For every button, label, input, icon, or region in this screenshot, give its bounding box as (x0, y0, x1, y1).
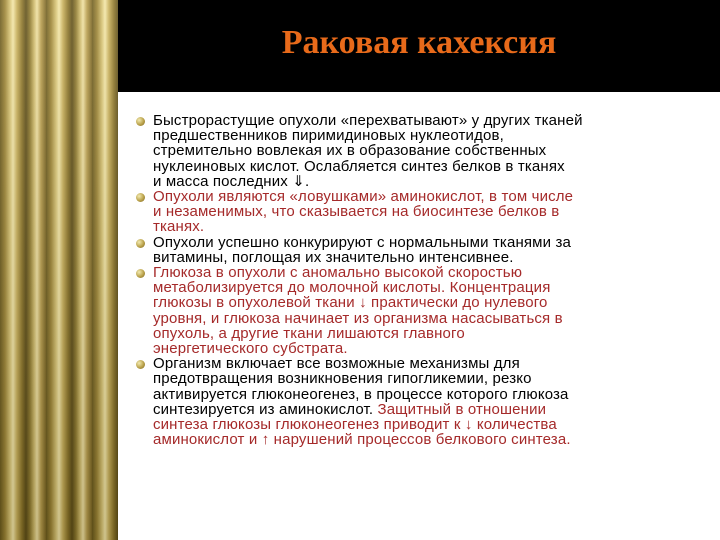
bullet-text-line: Быстрорастущие опухоли «перехватывают» у других тканей (153, 112, 583, 129)
bullet-text-line: метаболизируется до молочной кислоты. Концентрация (153, 279, 551, 297)
bullet-text-line: стремительно вовлекая их в образование собственных (153, 142, 547, 160)
bullet-text-line: синтеза глюкозы глюконеогенез приводит к ↓ количества (153, 416, 557, 434)
bullet-item (136, 113, 710, 189)
bullet-dot-icon (136, 117, 145, 126)
decorative-gold-band (0, 0, 118, 540)
bullet-text-line: нуклеиновых кислот. Ослабляется синтез белков в тканях (153, 157, 565, 175)
bullet-text-line: и незаменимых, что сказывается на биосинтезе белков в (153, 203, 560, 221)
bullet-item (136, 356, 710, 447)
bullet-item (136, 265, 710, 356)
bullet-text-line: аминокислот и ↑ нарушений процессов белкового синтеза. (153, 431, 571, 449)
bullet-text-line: синтезируется из аминокислот. Защитный в отношении (153, 400, 547, 418)
bullet-item (136, 235, 710, 265)
bullet-text-line: витамины, поглощая их значительно интенсивнее. (153, 248, 514, 266)
title-bar (118, 0, 720, 92)
bullet-text-line: уровня, и глюкоза начинает из организма насасываться в (153, 309, 563, 327)
bullet-dot-icon (136, 239, 145, 248)
bullet-text-line: опухоль, а другие ткани лишаются главного (153, 324, 465, 342)
bullet-text-line: Опухоли успешно конкурируют с нормальными тканями за (153, 233, 571, 251)
bullet-dot-icon (136, 360, 145, 369)
bullet-text-line: глюкозы в опухолевой ткани ↓ практически до нулевого (153, 294, 548, 312)
bullet-text-line: тканях. (153, 218, 205, 236)
bullet-text-line: активируется глюконеогенез, в процессе которого глюкоза (153, 385, 569, 403)
bullet-text-line: и масса последних ⇓. (153, 172, 310, 190)
bullet-text-line: энергетического субстрата. (153, 340, 348, 358)
bullet-text-line: предотвращения возникновения гипогликемии, резко (153, 370, 532, 388)
bullet-text-line: предшественников пиримидиновых нуклеотидов, (153, 127, 504, 145)
bullet-text-line: Организм включает все возможные механизмы для (153, 355, 520, 373)
slide-title: Раковая кахексия (281, 24, 557, 61)
bullet-text-line: Опухоли являются «ловушками» аминокислот, в том числе (153, 188, 574, 206)
bullet-dot-icon (136, 193, 145, 202)
bullet-dot-icon (136, 269, 145, 278)
bullet-item (136, 189, 710, 235)
bullet-text-line: Глюкоза в опухоли с аномально высокой скоростью (153, 264, 523, 282)
bullet-list (136, 113, 710, 447)
